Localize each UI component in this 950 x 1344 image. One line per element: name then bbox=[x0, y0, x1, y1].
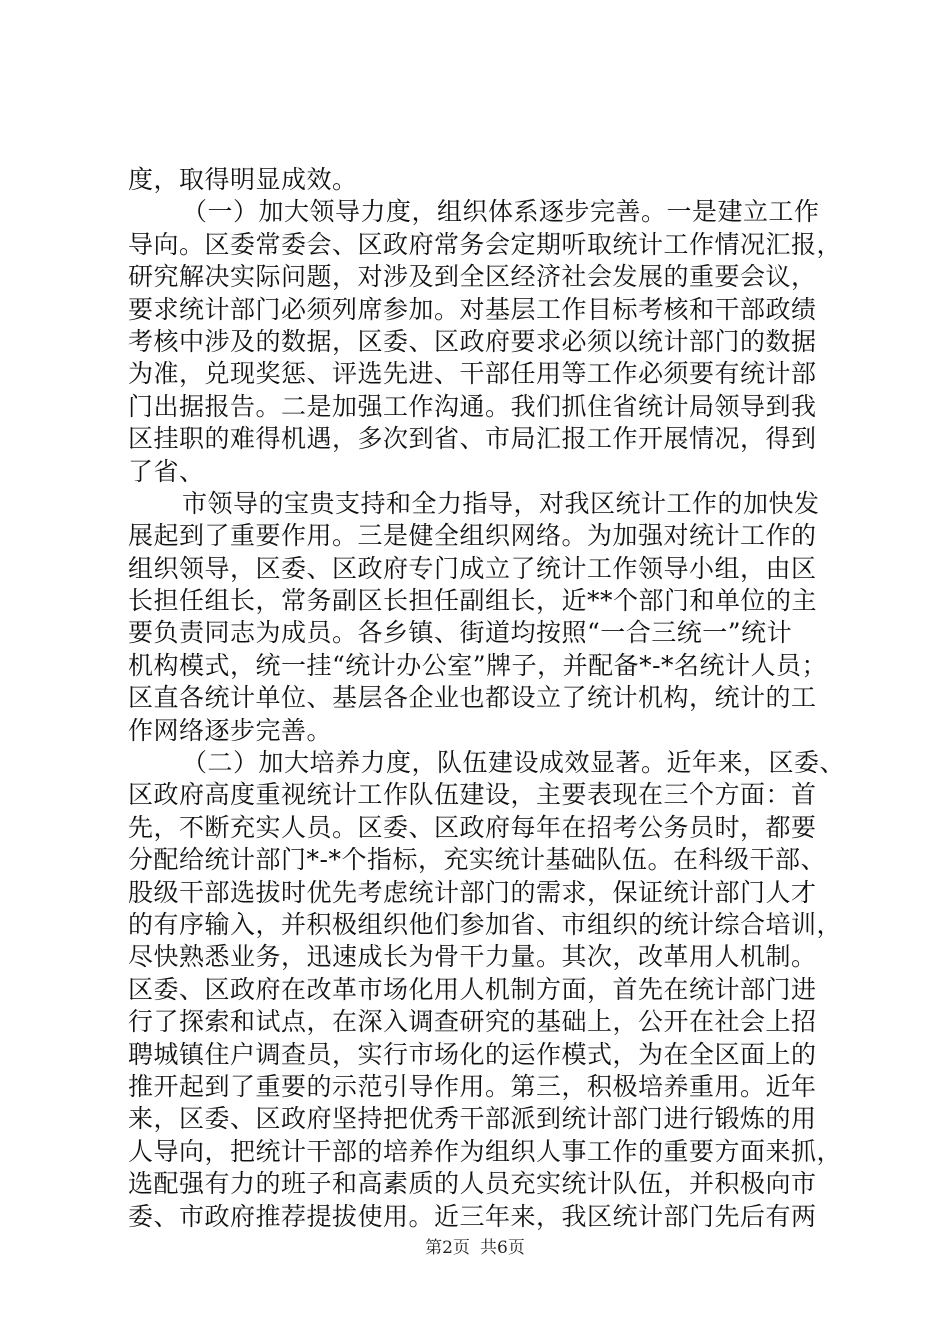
text-line: 组织领导，区委、区政府专门成立了统计工作领导小组，由区 bbox=[128, 553, 817, 583]
text-line: 导向。区委常委会、区政府常务会定期听取统计工作情况汇报， bbox=[128, 229, 843, 259]
section-heading-line: （二）加大培养力度，队伍建设成效显著。近年来，区委、 bbox=[182, 748, 846, 778]
page-total: 共6页 bbox=[480, 1238, 525, 1258]
text-line: 股级干部选拔时优先考虑统计部门的需求，保证统计部门人才 bbox=[128, 877, 817, 907]
text-line: 委、市政府推荐提拔使用。近三年来，我区统计部门先后有两 bbox=[128, 1201, 817, 1231]
text-line: 先，不断充实人员。区委、区政府每年在招考公务员时，都要 bbox=[128, 812, 817, 842]
text-line: 度，取得明显成效。 bbox=[128, 165, 358, 194]
text-line: 要负责同志为成员。各乡镇、街道均按照“一合三统一”统计 bbox=[128, 618, 793, 648]
text-line: 区委、区政府在改革市场化用人机制方面，首先在统计部门进 bbox=[128, 974, 817, 1004]
text-line: 要求统计部门必须列席参加。对基层工作目标考核和干部政绩 bbox=[128, 294, 817, 324]
text-line: 聘城镇住户调查员，实行市场化的运作模式，为在全区面上的 bbox=[128, 1039, 817, 1069]
text-line: 的有序输入，并积极组织他们参加省、市组织的统计综合培训， bbox=[128, 909, 843, 939]
page-number: 第2页 bbox=[425, 1238, 470, 1258]
text-line: 了省、 bbox=[128, 456, 205, 486]
text-line: 行了探索和试点，在深入调查研究的基础上，公开在社会上招 bbox=[128, 1007, 817, 1037]
text-line: 展起到了重要作用。三是健全组织网络。为加强对统计工作的 bbox=[128, 521, 817, 551]
text-line: 尽快熟悉业务，迅速成长为骨干力量。其次，改革用人机制。 bbox=[128, 942, 817, 972]
text-line: 长担任组长，常务副区长担任副组长，近**个部门和单位的主 bbox=[128, 586, 818, 616]
text-line: 区挂职的难得机遇，多次到省、市局汇报工作开展情况，得到 bbox=[128, 424, 817, 454]
page-footer bbox=[0, 1237, 950, 1259]
text-line: 分配给统计部门*-*个指标，充实统计基础队伍。在科级干部、 bbox=[128, 845, 826, 875]
text-line: 区政府高度重视统计工作队伍建设，主要表现在三个方面：首 bbox=[128, 780, 817, 810]
section-heading-line: （一）加大领导力度，组织体系逐步完善。一是建立工作 bbox=[182, 197, 820, 227]
paragraph-start-line: 市领导的宝贵支持和全力指导，对我区统计工作的加快发 bbox=[182, 488, 820, 518]
text-line: 为准，兑现奖惩、评选先进、干部任用等工作必须要有统计部 bbox=[128, 359, 817, 389]
text-line: 研究解决实际问题，对涉及到全区经济社会发展的重要会议， bbox=[128, 262, 817, 292]
text-line: 人导向，把统计干部的培养作为组织人事工作的重要方面来抓， bbox=[128, 1136, 843, 1166]
text-line: 推开起到了重要的示范引导作用。第三，积极培养重用。近年 bbox=[128, 1071, 817, 1101]
text-line: 考核中涉及的数据，区委、区政府要求必须以统计部门的数据 bbox=[128, 326, 817, 356]
text-line: 门出据报告。二是加强工作沟通。我们抓住省统计局领导到我 bbox=[128, 391, 817, 421]
text-line: 机构模式，统一挂“统计办公室”牌子，并配备*-*名统计人员； bbox=[128, 650, 828, 680]
text-line: 来，区委、区政府坚持把优秀干部派到统计部门进行锻炼的用 bbox=[128, 1104, 817, 1134]
text-line: 区直各统计单位、基层各企业也都设立了统计机构，统计的工 bbox=[128, 683, 817, 713]
document-body bbox=[128, 164, 846, 1233]
text-line: 选配强有力的班子和高素质的人员充实统计队伍，并积极向市 bbox=[128, 1169, 817, 1199]
text-line: 作网络逐步完善。 bbox=[128, 715, 333, 745]
